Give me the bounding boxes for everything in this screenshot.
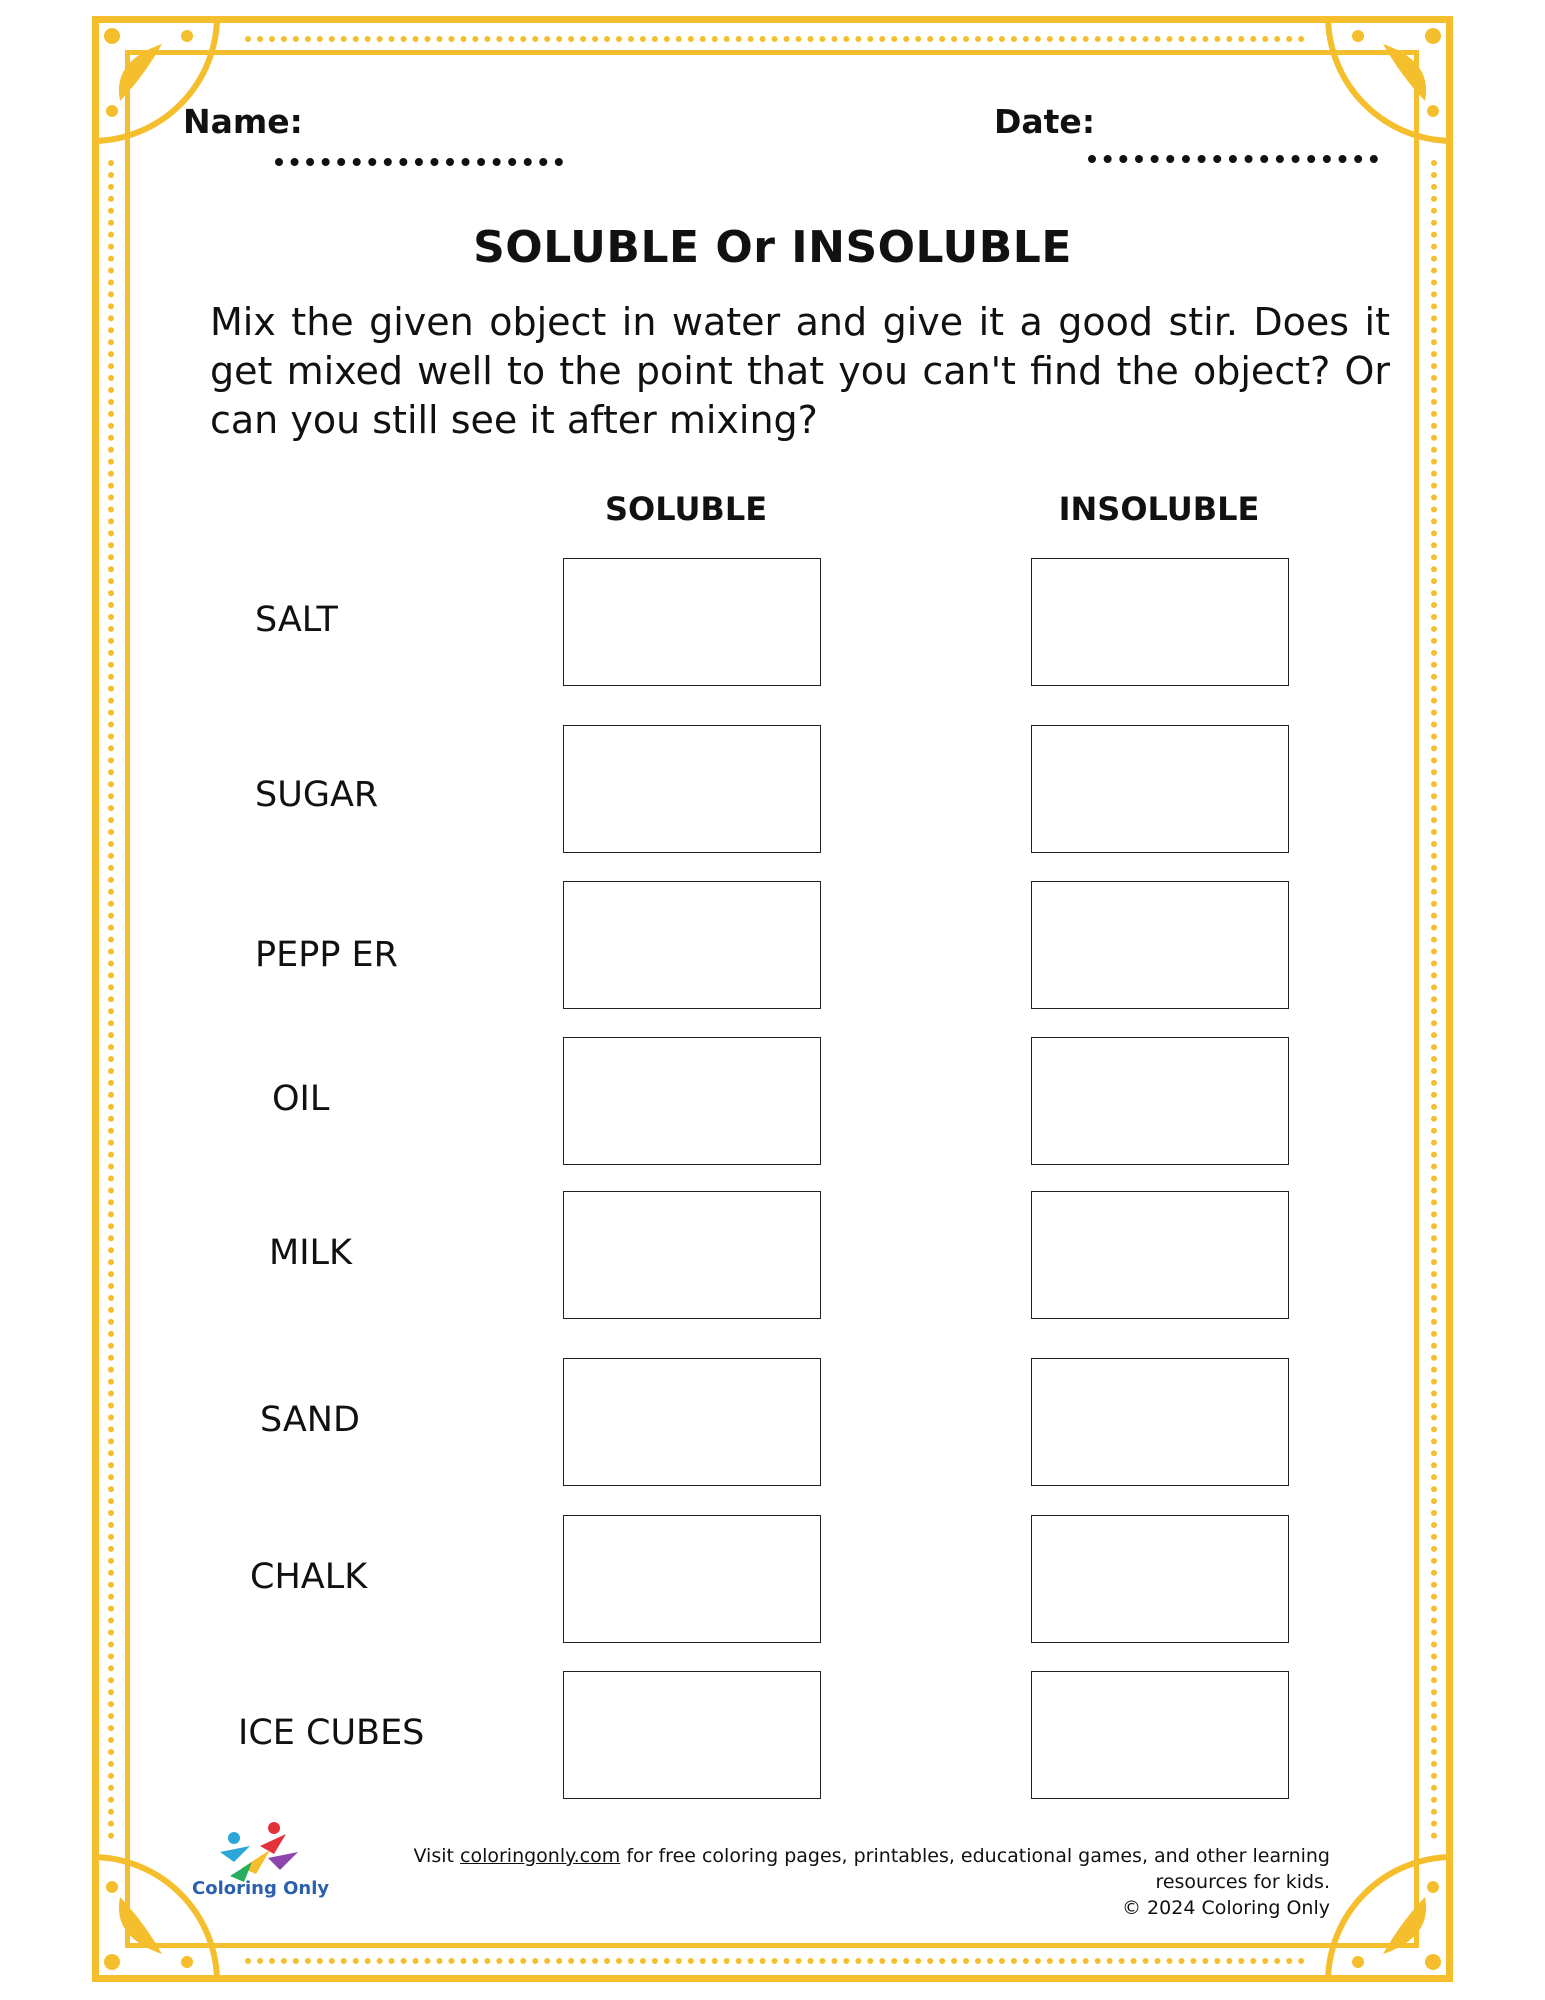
border-dots-top (245, 36, 1305, 42)
copyright-text: © 2024 Coloring Only (1122, 1897, 1330, 1919)
item-label-pepper: PEPP ER (255, 935, 398, 975)
coloringonly-link[interactable]: coloringonly.com (460, 1845, 621, 1867)
item-label-chalk: CHALK (250, 1557, 368, 1597)
answer-box-insoluble[interactable] (1031, 881, 1289, 1009)
answer-box-insoluble[interactable] (1031, 1515, 1289, 1643)
answer-box-insoluble[interactable] (1031, 1358, 1289, 1486)
logo-text: Coloring Only (192, 1878, 330, 1899)
item-label-oil: OIL (272, 1079, 330, 1119)
border-dots-bottom (245, 1958, 1305, 1964)
item-label-sand: SAND (260, 1400, 360, 1440)
item-label-milk: MILK (269, 1233, 352, 1273)
answer-box-soluble[interactable] (563, 1191, 821, 1319)
corner-ornament-icon (1303, 16, 1453, 166)
answer-box-insoluble[interactable] (1031, 725, 1289, 853)
footer-visit-line (330, 1843, 1330, 1895)
answer-box-insoluble[interactable] (1031, 1037, 1289, 1165)
answer-box-soluble[interactable] (563, 725, 821, 853)
item-label-ice-cubes: ICE CUBES (238, 1713, 425, 1753)
border-dots-right (1431, 160, 1437, 1840)
answer-box-soluble[interactable] (563, 1358, 821, 1486)
footer-visit-suffix: for free coloring pages, printables, educational games, and other learning resources for kids. (620, 1845, 1330, 1893)
item-label-salt: SALT (255, 600, 338, 640)
answer-box-soluble[interactable] (563, 1515, 821, 1643)
footer-visit-prefix: Visit (413, 1845, 460, 1867)
worksheet-title: SOLUBLE Or INSOLUBLE (473, 222, 1072, 273)
answer-box-insoluble[interactable] (1031, 1191, 1289, 1319)
answer-box-soluble[interactable] (563, 881, 821, 1009)
answer-box-soluble[interactable] (563, 1037, 821, 1165)
date-fill-line[interactable] (1088, 155, 1378, 163)
item-label-sugar: SUGAR (255, 775, 379, 815)
answer-box-soluble[interactable] (563, 558, 821, 686)
column-header-insoluble: INSOLUBLE (1058, 490, 1260, 528)
answer-box-soluble[interactable] (563, 1671, 821, 1799)
footer-text (330, 1843, 1330, 1921)
corner-ornament-icon (92, 16, 242, 166)
date-label: Date: (994, 102, 1096, 141)
column-header-soluble: SOLUBLE (604, 490, 768, 528)
answer-box-insoluble[interactable] (1031, 1671, 1289, 1799)
name-fill-line[interactable] (275, 158, 563, 166)
answer-box-insoluble[interactable] (1031, 558, 1289, 686)
name-label: Name: (183, 102, 303, 141)
border-dots-left (108, 160, 114, 1840)
instructions-text: Mix the given object in water and give it a good stir. Does it get mixed well to the point that you can't find the object? Or can you still see it after mixing? (210, 300, 1390, 442)
